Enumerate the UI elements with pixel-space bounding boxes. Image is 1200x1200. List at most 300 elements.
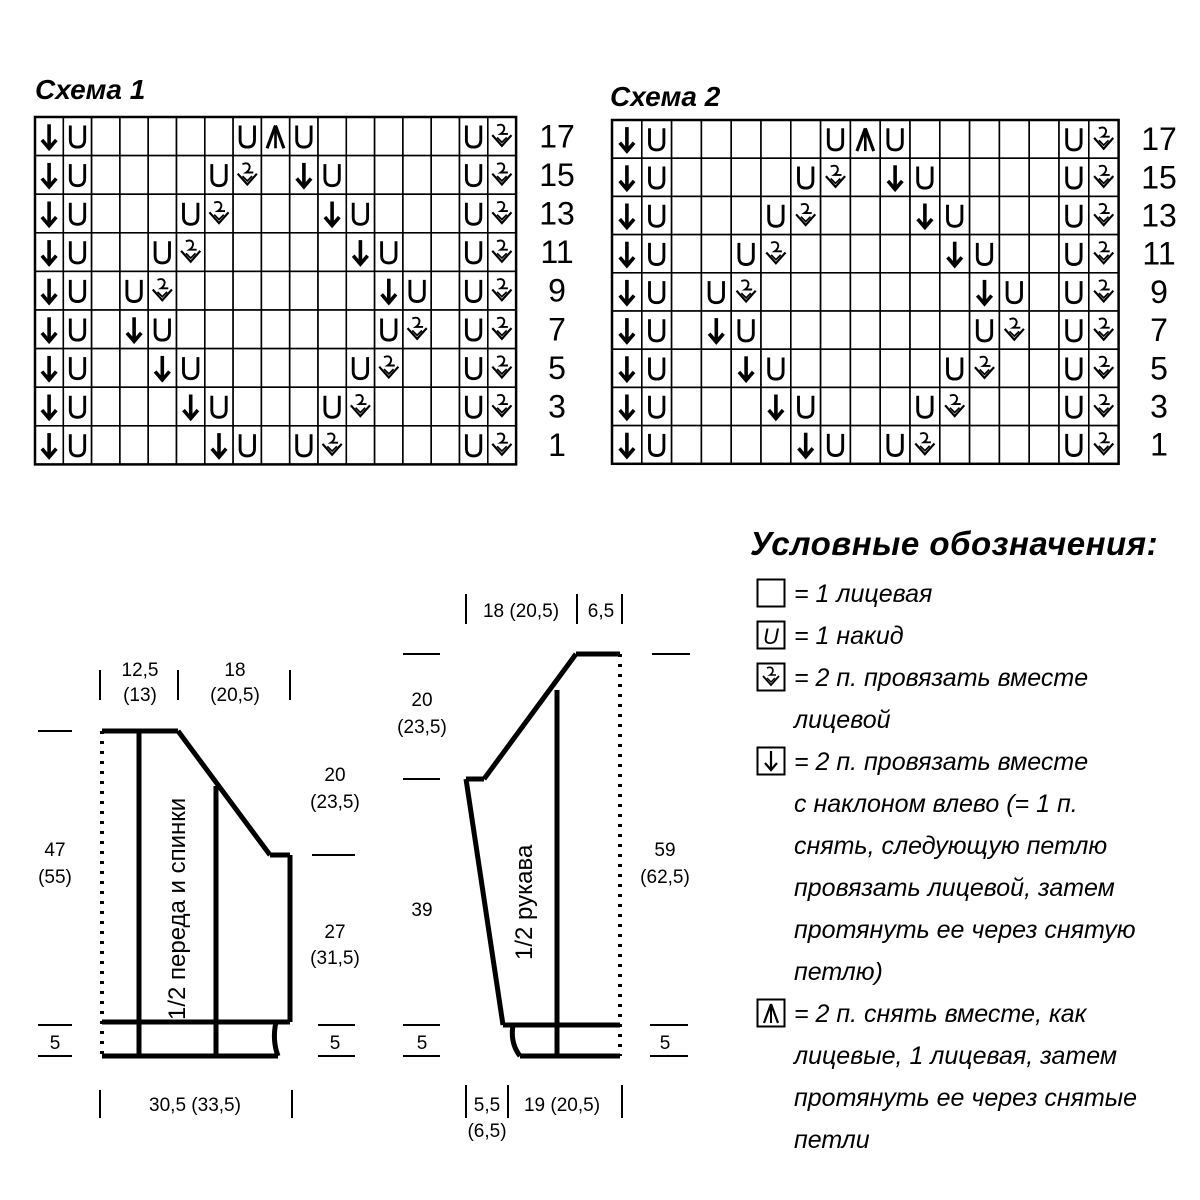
chart-cell [205,387,233,426]
chart-cell [403,349,431,388]
chart-cell [92,271,120,310]
chart-cell [177,156,205,195]
chart-cell [120,271,148,310]
legend-line: снять, следующую петлю [794,832,1108,860]
chart-cell [403,156,431,195]
chart-cell [672,349,702,387]
chart-cell [431,310,459,349]
chart-cell [731,158,761,196]
chart-cell [940,196,970,234]
rib-height-left: 5 [49,1033,61,1054]
chart-cell [148,233,176,272]
chart-grid [35,117,575,464]
chart-cell [999,196,1029,234]
chart-cell [403,387,431,426]
cap-height: 20 [411,690,433,711]
chart-cell [290,271,318,310]
sleeve-label: 1/2 рукава [511,844,538,960]
chart-cell [290,310,318,349]
chart-cell [63,194,91,233]
chart-cell [1089,387,1119,425]
legend-line: протянуть ее через снятые [794,1084,1138,1112]
total-height: 59 [654,840,676,861]
chart-cell [92,387,120,426]
chart-cell [970,426,1000,464]
chart-cell [233,271,261,310]
legend-item-ssk [750,741,1190,993]
chart-cell [346,156,374,195]
chart-cell [850,349,880,387]
chart-cell [63,271,91,310]
row-number: 3 [1150,388,1168,425]
chart-cell [731,235,761,273]
chart-cell [910,349,940,387]
chart-cell [290,233,318,272]
chart-cell [1029,273,1059,311]
legend [750,525,1190,1161]
chart-cell [1059,426,1089,464]
chart-cell [460,426,488,465]
chart-cell [672,311,702,349]
total-height-alt: (62,5) [640,867,690,888]
chart-cell [92,349,120,388]
chart-cell [701,120,731,158]
double-decrease-icon [756,998,786,1028]
chart-cell [940,158,970,196]
armhole-height-alt: (23,5) [310,792,360,813]
chart-cell [318,271,346,310]
legend-line: лицевой [794,706,891,734]
chart-cell [821,196,851,234]
chart-cell [880,387,910,425]
chart-cell [233,387,261,426]
armhole-height: 20 [324,765,346,786]
chart-cell [177,426,205,465]
chart-cell [791,311,821,349]
chart-cell [761,349,791,387]
chart-cell [460,310,488,349]
chart-cell [460,194,488,233]
chart-cell [431,271,459,310]
chart-cell [63,233,91,272]
chart-cell [460,387,488,426]
chart-cell [120,117,148,156]
scheme-title: Схема 2 [610,81,721,112]
chart-cell [821,387,851,425]
chart-cell [1029,387,1059,425]
chart-cell [850,196,880,234]
top-left-width: 12,5 [121,660,159,681]
chart-cell [970,349,1000,387]
chart-cell [731,311,761,349]
total-height: 47 [44,840,66,861]
chart-cell [148,387,176,426]
chart-cell [850,426,880,464]
chart-cell [92,117,120,156]
chart-cell [290,426,318,465]
chart-cell [318,387,346,426]
chart-cell [233,349,261,388]
chart-cell [261,194,289,233]
chart-cell [290,117,318,156]
chart-cell [970,235,1000,273]
chart-cell [761,120,791,158]
chart-cell [233,310,261,349]
yarn-over-icon [756,620,786,650]
chart-cell [701,235,731,273]
chart-cell [642,426,672,464]
chart-cell [375,387,403,426]
chart-cell [375,310,403,349]
chart-cell [1059,273,1089,311]
chart-cell [761,158,791,196]
chart-cell [92,310,120,349]
legend-line: протянуть ее через снятую [794,916,1136,944]
chart-cell [431,426,459,465]
dimension-ticks [38,670,355,1118]
chart-cell [63,349,91,388]
chart-cell [375,156,403,195]
chart-cell [205,156,233,195]
chart-cell [999,273,1029,311]
chart-cell [1089,426,1119,464]
chart-cell [120,387,148,426]
legend-line: лицевые, 1 лицевая, затем [794,1042,1117,1070]
chart-cell [177,117,205,156]
chart-cell [940,120,970,158]
chart-cell [999,120,1029,158]
chart-cell [642,120,672,158]
chart-cell [290,194,318,233]
side-height: 39 [411,900,433,921]
chart-cell [642,158,672,196]
legend-line: = 1 лицевая [794,580,933,608]
chart-cell [177,310,205,349]
chart-cell [701,273,731,311]
chart-cell [460,271,488,310]
chart-cell [205,310,233,349]
chart-cell [910,158,940,196]
legend-item-k2tog [750,657,1190,741]
chart-cell [261,271,289,310]
chart-cell [460,349,488,388]
chart-cell [375,233,403,272]
chart-cell [120,426,148,465]
sleeve-schematic [397,594,690,1142]
chart-cell [403,426,431,465]
chart-cell [850,273,880,311]
chart-cell [1029,349,1059,387]
chart-cell [821,235,851,273]
chart-cell [642,273,672,311]
chart-cell [92,426,120,465]
row-number: 15 [539,156,575,193]
chart-cell [701,196,731,234]
chart-cell [1029,120,1059,158]
chart-cell [642,387,672,425]
chart-cell [233,117,261,156]
chart-cell [761,273,791,311]
top-width-a: 18 (20,5) [482,601,560,622]
legend-line: = 2 п. провязать вместе [794,748,1089,776]
side-height-alt: (31,5) [310,948,360,969]
chart-cell [761,311,791,349]
chart-cell [346,310,374,349]
chart-cell [880,426,910,464]
row-number: 9 [1150,273,1168,310]
chart-cell [731,273,761,311]
chart-cell [233,233,261,272]
chart-cell [672,273,702,311]
chart-cell [850,235,880,273]
chart-cell [148,156,176,195]
row-number: 9 [548,272,566,309]
chart-cell [1059,196,1089,234]
chart-cell [318,233,346,272]
chart-cell [672,158,702,196]
chart-cell [92,194,120,233]
dimension-ticks [403,594,690,1118]
chart-cell [63,156,91,195]
chart-cell [120,349,148,388]
legend-line: = 2 п. провязать вместе [794,664,1089,692]
chart-cell [701,387,731,425]
scheme-title: Схема 1 [35,74,146,105]
chart-cell [999,158,1029,196]
chart-cell [290,349,318,388]
chart-cell [460,233,488,272]
chart-cell [731,120,761,158]
chart-cell [701,426,731,464]
chart-cell [1089,349,1119,387]
top-right-width: 18 [224,660,246,681]
chart-cell [791,273,821,311]
row-number: 5 [1150,350,1168,387]
chart-cell [1089,158,1119,196]
chart-cell [642,349,672,387]
total-height-alt: (55) [38,867,72,888]
row-number: 13 [539,195,575,232]
chart-cell [910,273,940,311]
chart-cell [63,117,91,156]
chart-cell [120,194,148,233]
chart-cell [821,273,851,311]
chart-cell [346,426,374,465]
rib-height-left: 5 [416,1033,428,1054]
scheme-1 [35,74,575,464]
chart-cell [642,196,672,234]
row-number: 13 [1141,197,1177,234]
row-number: 7 [548,311,566,348]
chart-cell [177,349,205,388]
chart-cell [910,235,940,273]
chart-cell [120,156,148,195]
chart-cell [1059,158,1089,196]
top-left-width-alt: (13) [123,685,157,706]
chart-cell [148,194,176,233]
chart-cell [290,387,318,426]
chart-cell [403,194,431,233]
chart-cell [791,235,821,273]
chart-cell [880,273,910,311]
outline [466,654,620,1056]
chart-cell [431,117,459,156]
chart-cell [63,426,91,465]
chart-cell [940,349,970,387]
bottom-width-b: 19 (20,5) [523,1095,601,1116]
bottom-width: 30,5 (33,5) [149,1095,241,1116]
chart-cell [821,426,851,464]
legend-line: петли [794,1126,870,1154]
chart-cell [999,387,1029,425]
chart-cell [910,311,940,349]
chart-cell [1029,426,1059,464]
legend-line: = 1 накид [794,622,904,650]
chart-cell [940,426,970,464]
chart-cell [850,387,880,425]
chart-cell [672,387,702,425]
chart-cell [431,387,459,426]
chart-cell [1089,273,1119,311]
chart-cell [431,349,459,388]
chart-cell [821,120,851,158]
chart-cell [346,271,374,310]
chart-cell [731,426,761,464]
chart-cell [999,311,1029,349]
bottom-width-a: 5,5 [473,1095,501,1116]
empty-square-icon [756,578,786,608]
legend-item-double-decrease [750,993,1190,1161]
legend-title: Условные обозначения: [750,525,1159,562]
chart-cell [346,349,374,388]
chart-cell [642,235,672,273]
outline [102,731,290,1056]
row-number: 11 [1142,235,1176,272]
chart-cell [821,158,851,196]
chart-cell [1089,196,1119,234]
chart-cell [318,117,346,156]
chart-cell [731,196,761,234]
chart-cell [148,117,176,156]
chart-cell [731,387,761,425]
chart-cell [672,235,702,273]
chart-cell [1029,196,1059,234]
chart-cell [261,426,289,465]
chart-cell [460,156,488,195]
chart-cell [821,349,851,387]
chart-cell [1089,235,1119,273]
chart-cell [1059,120,1089,158]
chart-cell [403,117,431,156]
chart-cell [403,233,431,272]
chart-cell [318,156,346,195]
chart-cell [261,310,289,349]
chart-cell [1059,349,1089,387]
chart-cell [1059,311,1089,349]
chart-cell [205,117,233,156]
chart-cell [761,196,791,234]
chart-cell [672,196,702,234]
bottom-width-a-alt: (6,5) [467,1121,507,1142]
chart-cell [120,233,148,272]
chart-cell [642,311,672,349]
legend-line: с наклоном влево (= 1 п. [794,790,1078,818]
chart-cell [318,310,346,349]
chart-cell [375,117,403,156]
rib-height-right: 5 [329,1033,341,1054]
chart-grid [612,120,1177,464]
chart-cell [1089,120,1119,158]
chart-cell [1029,158,1059,196]
chart-cell [999,235,1029,273]
chart-cell [148,426,176,465]
chart-cell [1029,235,1059,273]
side-height: 27 [324,922,346,943]
legend-item-knit [750,573,1190,615]
cap-height-alt: (23,5) [397,717,447,738]
chart-cell [910,387,940,425]
chart-cell [701,158,731,196]
front-back-schematic [38,660,360,1118]
chart-cell [999,349,1029,387]
chart-cell [970,158,1000,196]
legend-line: провязать лицевой, затем [794,874,1115,902]
chart-cell [177,271,205,310]
chart-cell [850,158,880,196]
chart-cell [92,233,120,272]
row-number: 1 [548,427,566,464]
chart-cell [791,387,821,425]
chart-cell [375,194,403,233]
chart-cell [375,426,403,465]
chart-cell [880,120,910,158]
k2tog-icon [756,662,786,692]
chart-cell [672,120,702,158]
chart-cell [1029,311,1059,349]
chart-cell [761,426,791,464]
chart-cell [261,349,289,388]
chart-cell [261,387,289,426]
row-number: 15 [1141,159,1177,196]
chart-cell [205,233,233,272]
chart-cell [63,387,91,426]
top-width-b: 6,5 [587,601,615,622]
svg-text:U: U [763,624,779,649]
chart-cell [791,196,821,234]
rib-height-right: 5 [659,1033,671,1054]
ssk-arrow-icon [756,746,786,776]
chart-cell [940,387,970,425]
chart-cell [1059,387,1089,425]
row-number: 3 [548,388,566,425]
row-number: 1 [1150,426,1168,463]
chart-cell [970,311,1000,349]
chart-cell [970,387,1000,425]
chart-cell [431,156,459,195]
chart-cell [1059,235,1089,273]
chart-cell [318,349,346,388]
legend-item-yarn-over [750,615,1190,657]
row-number: 5 [548,349,566,386]
chart-cell [431,233,459,272]
scheme-2 [610,81,1177,464]
chart-cell [850,311,880,349]
chart-cell [205,271,233,310]
chart-cell [233,194,261,233]
chart-cell [791,120,821,158]
chart-cell [346,194,374,233]
chart-cell [205,349,233,388]
